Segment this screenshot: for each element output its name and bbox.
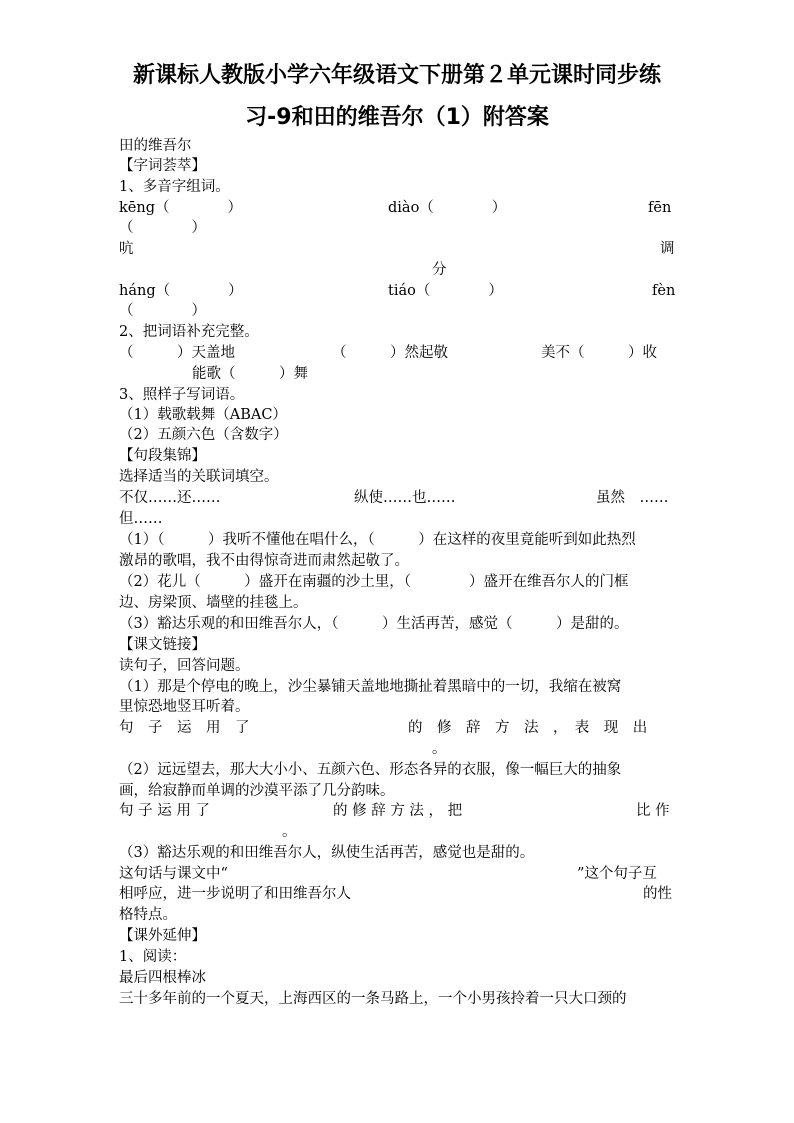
question-text: 里惊恐地竖耳听着。: [119, 699, 250, 715]
section-text: 田的维吾尔: [119, 138, 192, 154]
conjunction-option: 纵使……也……: [354, 490, 456, 506]
question-text: （1）那是个停电的晚上，沙尘暴铺天盖地地撕扯着黑暗中的一切，我缩在被窝: [119, 679, 622, 695]
word-blank: （ ）然起敬: [332, 345, 448, 361]
character: 吭: [119, 241, 134, 257]
pinyin-blank: háng（ ）: [119, 283, 243, 299]
answer-line: 句 子 运 用 了: [119, 803, 210, 819]
word-blank: 能歌（ ）舞: [192, 366, 308, 382]
question-text: （1）载歌载舞（ABAC）: [119, 407, 287, 423]
answer-line: 句 子 运 用 了: [119, 720, 250, 736]
character: 分: [432, 262, 447, 278]
question-text: 的性: [643, 886, 672, 902]
question-text: 边、房梁顶、墙壁的挂毯上。: [119, 595, 308, 611]
pinyin-blank: diào（ ）: [388, 200, 507, 216]
question-text: （2）花儿（ ）盛开在南疆的沙土里，（ ）盛开在维吾尔人的门框: [119, 574, 629, 590]
question-text: 格特点。: [119, 907, 177, 923]
section-heading: 【课外延伸】: [119, 928, 206, 944]
section-heading: 【句段集锦】: [119, 448, 206, 464]
question-text: 相呼应，进一步说明了和田维吾尔人: [119, 886, 351, 902]
word-blank: （ ）天盖地: [119, 345, 235, 361]
question-heading: 读句子，回答问题。: [119, 658, 250, 674]
question-text: （2）五颜六色（含数字）: [119, 427, 288, 443]
pinyin-blank: fēn: [648, 200, 672, 216]
question-text: （2）远远望去，那大大小小、五颜六色、形态各异的衣服，像一幅巨大的抽象: [119, 762, 622, 778]
question-text: 画，给寂静而单调的沙漠平添了几分韵味。: [119, 783, 395, 799]
conjunction-option: 不仅……还……: [119, 490, 221, 506]
article-text: 三十多年前的一个夏天，上海西区的一条马路上，一个小男孩拎着一只大口颈的: [119, 991, 627, 1007]
document-title-line-2: 习-9和田的维吾尔（1）附答案: [245, 105, 549, 130]
pinyin-blank: kēng（ ）: [119, 200, 242, 216]
question-text: 激昂的歌唱，我不由得惊奇进而肃然起敬了。: [119, 553, 409, 569]
article-title: 最后四根棒冰: [119, 970, 206, 986]
section-heading: 【课文链接】: [119, 637, 206, 653]
answer-line: 比 作: [636, 803, 670, 819]
conjunction-option: 但……: [119, 511, 163, 527]
pinyin-blank: fèn: [652, 283, 676, 299]
question-heading: 1、阅读：: [119, 949, 187, 965]
answer-line: 。: [282, 824, 297, 840]
conjunction-option: 虽然 ……: [596, 490, 669, 506]
word-blank: 美不（ ）收: [541, 345, 657, 361]
question-heading: 1、多音字组词。: [119, 179, 230, 195]
document-title-line-1: 新课标人教版小学六年级语文下册第２单元课时同步练: [132, 63, 661, 88]
question-text: （1）（ ）我听不懂他在唱什么，（ ）在这样的夜里竟能听到如此热烈: [119, 532, 636, 548]
character: 调: [660, 241, 675, 257]
section-heading: 【字词荟萃】: [119, 158, 206, 174]
question-text: ”这个句子互: [577, 866, 657, 882]
answer-line: 。: [432, 741, 447, 757]
question-heading: 2、把词语补充完整。: [119, 324, 259, 340]
question-text: （3）豁达乐观的和田维吾尔人，纵使生活再苦，感觉也是甜的。: [119, 845, 535, 861]
pinyin-blank: tiáo（ ）: [388, 283, 503, 299]
pinyin-blank: （ ）: [119, 220, 206, 236]
question-text: （3）豁达乐观的和田维吾尔人，（ ）生活再苦，感觉（ ）是甜的。: [119, 616, 629, 632]
question-text: 这句话与课文中“: [119, 866, 228, 882]
question-heading: 选择适当的关联词填空。: [119, 469, 279, 485]
answer-line: 的 修 辞 方 法 ， 把: [333, 803, 463, 819]
question-heading: 3、照样子写词语。: [119, 387, 245, 403]
answer-line: 的 修 辞 方 法 ， 表 现 出: [408, 720, 648, 736]
pinyin-blank: （ ）: [119, 303, 206, 319]
